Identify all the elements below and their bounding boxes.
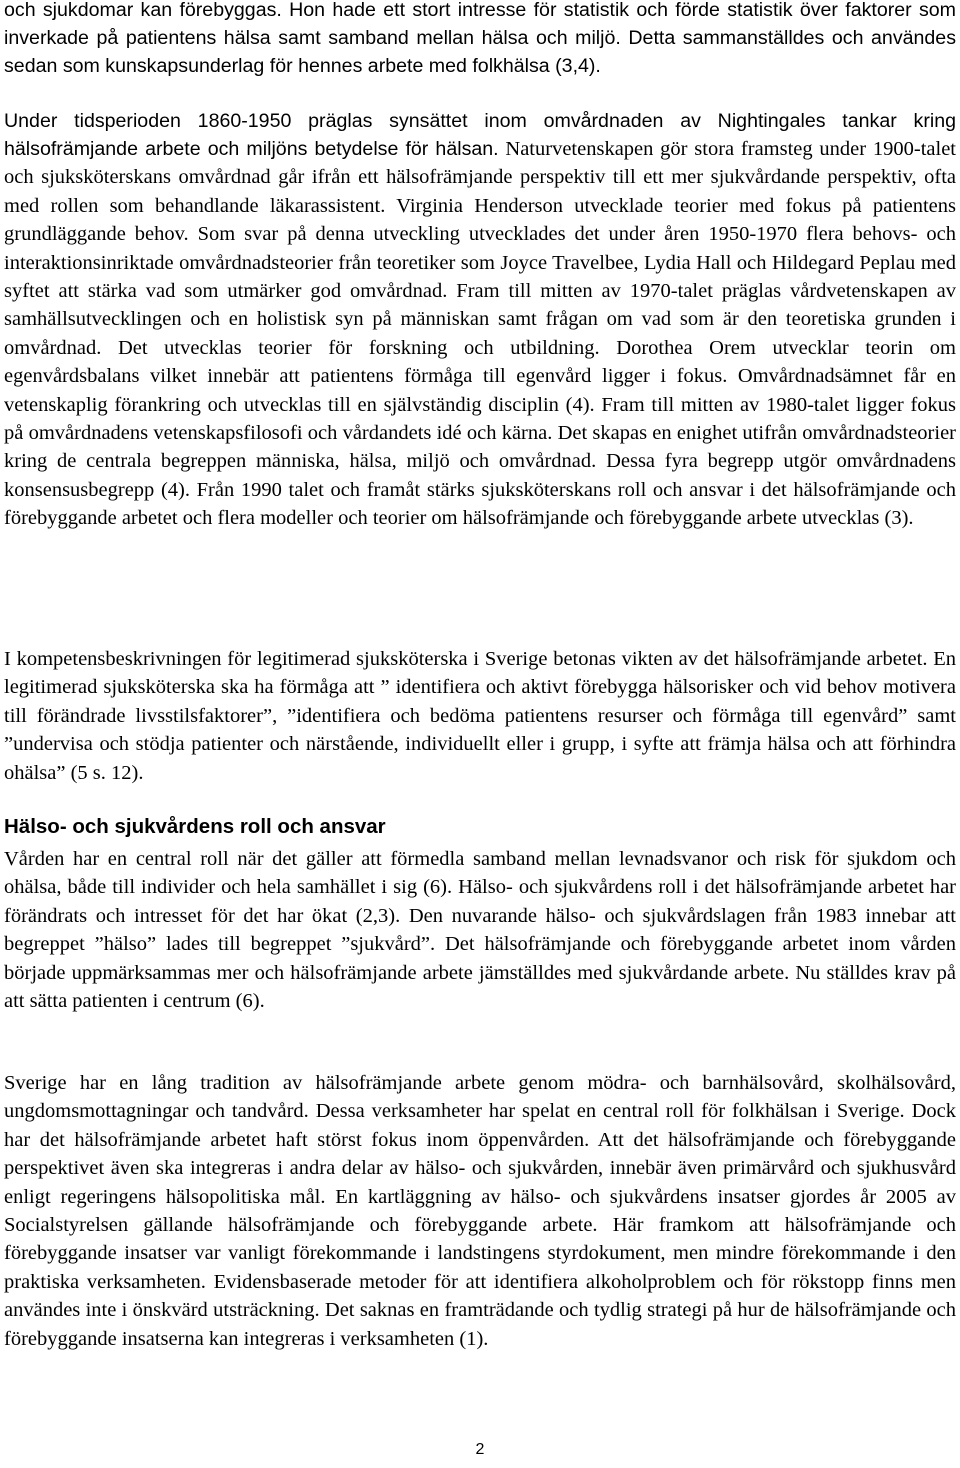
- history-paragraph-sans-text: Under tidsperioden 1860-1950 präglas synsättet inom omvårdnaden av Nightingales tankar kring hälsofrämjande arbete och miljöns betydelse för hälsan.: [4, 110, 956, 160]
- tradition-paragraph: Sverige har en lång tradition av hälsofrämjande arbete genom mödra- och barnhälsovård, skolhälsovård, ungdomsmottagningar och tandvård. Dessa verksamheter har spelat en central roll för folkhälsan i Sverige. Dock har det hälsofrämjande arbetet haft störst fokus inom öppenvården. Att det hälsofrämjande och förebyggande perspektivet även ska integreras i andra delar av hälso- och sjukvården, innebär även primärvård och sjukhusvård enligt regeringens hälsopolitiska mål. En kartläggning av hälso- och sjukvårdens insatser gjordes år 2005 av Socialstyrelsen gällande hälsofrämjande och förebyggande arbete. Här framkom att hälsofrämjande och förebyggande insatser var vanligt förekommande i landstingens styrdokument, men mindre förekommande i den praktiska verksamheten. Evidensbaserade metoder för att identifiera alkoholproblem och för rökstopp finns men användes inte i önskvärd utsträckning. Det saknas en framträdande och tydlig strategi på hur de hälsofrämjande och förebyggande insatserna kan integreras i verksamheten (1).: [4, 1072, 956, 1350]
- history-paragraph-serif-text: Naturvetenskapen gör stora framsteg under 1900-talet och sjuksköterskans omvårdnad går ifrån ett hälsofrämjande perspektiv till ett mer sjukvårdande perspektiv, ofta med rollen som behandlande läkarassistent. Virginia Henderson utvecklade teorier med fokus på patientens grundläggande behov. Som svar på denna utveckling utvecklades det under åren 1950-1970 flera behovs- och interaktionsinriktade omvårdnadsteorier från teoretiker som Joyce Travelbee, Lydia Hall och Hildegard Peplau med syftet att stärka vad som utmärker god omvårdnad. Fram till mitten av 1970-talet präglas vårdvetenskapen av samhällsutvecklingen och en holistisk syn på människan samt frågan om vad som är den teoretiska grunden i omvårdnad. Det utvecklas teorier för forskning och utbildning. Dorothea Orem utvecklar teorin om egenvårdsbalans vilket innebär att patientens förmåga till egenvård ligger i fokus. Omvårdnadsämnet får en vetenskaplig förankring och utvecklas till en självständig disciplin (4). Fram till mitten av 1980-talet ligger fokus på omvårdnadens vetenskapsfilosofi och vårdandets idé och kärna. Det skapas en enighet utifrån omvårdnadsteorier kring de centrala begreppen människa, hälsa, miljö och omvårdnad. Dessa fyra begrepp utgör omvårdnadens konsensusbegrepp (4). Från 1990 talet och framåt stärks sjuksköterskans roll och ansvar i det hälsofrämjande och förebyggande arbetet och flera modeller och teorier om hälsofrämjande och förebyggande arbete utvecklas (3).: [4, 138, 956, 530]
- section-heading: Hälso- och sjukvårdens roll och ansvar: [4, 815, 386, 838]
- role-paragraph: Vården har en central roll när det gäller att förmedla samband mellan levnadsvanor och risk för sjukdom och ohälsa, både till individer och hela samhället i sig (6). Hälso- och sjukvårdens roll i det hälsofrämjande arbetet har förändrats och intresset för det har ökat (2,3). Den nuvarande hälso- och sjukvårdslagen från 1983 innebar att begreppet ”hälso” lades till begreppet ”sjukvård”. Det hälsofrämjande och förebyggande arbetet inom vården började uppmärksammas mer och hälsofrämjande arbete jämställdes med sjukvårdande arbete. Nu ställdes krav på att sätta patienten i centrum (6).: [4, 848, 956, 1013]
- page-number: 2: [475, 1441, 485, 1458]
- competence-paragraph: I kompetensbeskrivningen för legitimerad sjuksköterska i Sverige betonas vikten av det hälsofrämjande arbetet. En legitimerad sjuksköterska ska ha förmåga att ” identifiera och aktivt förebygga hälsorisker och vid behov motivera till förändrade livsstilsfaktorer”, ”identifiera och bedöma patientens resurser och förmåga till egenvård” samt ”undervisa och stödja patienter och närstående, individuellt eller i grupp, i syfte att främja hälsa och att förhindra ohälsa” (5 s. 12).: [4, 648, 956, 784]
- history-paragraph: [4, 107, 956, 533]
- intro-paragraph: och sjukdomar kan förebyggas. Hon hade ett stort intresse för statistik och förde statistik över faktorer som inverkade på patientens hälsa samt samband mellan hälsa och miljö. Detta sammanställdes och användes sedan som kunskapsunderlag för hennes arbete med folkhälsa (3,4).: [4, 0, 956, 77]
